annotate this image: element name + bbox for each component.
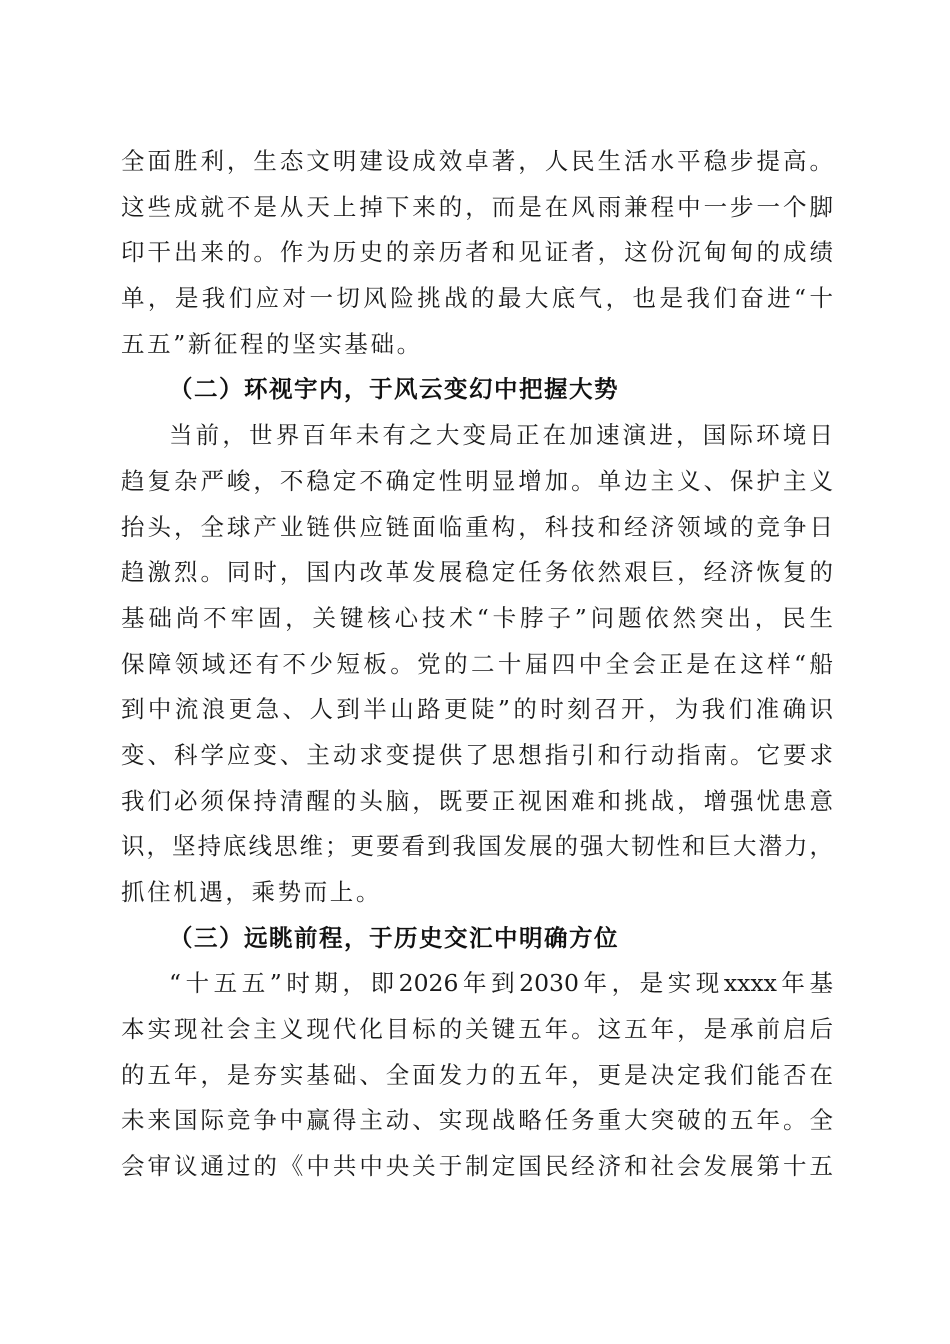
section-heading-2: （二）环视宇内，于风云变幻中把握大势 xyxy=(169,375,619,404)
text-line: 基础尚不牢固，关键核心技术“卡脖子”问题依然突出，民生 xyxy=(121,603,833,632)
text-line: 趋激烈。同时，国内改革发展稳定任务依然艰巨，经济恢复的 xyxy=(121,558,833,587)
paragraph-outlook xyxy=(121,961,833,1189)
text-line: 趋复杂严峻，不稳定不确定性明显增加。单边主义、保护主义 xyxy=(121,466,833,495)
text-line: 抬头，全球产业链供应链面临重构，科技和经济领域的竞争日 xyxy=(121,512,833,541)
text-line: 单，是我们应对一切风险挑战的最大底气，也是我们奋进“十 xyxy=(121,284,833,313)
text-line: 的五年，是夯实基础、全面发力的五年，更是决定我们能否在 xyxy=(121,1060,833,1089)
text-line: 当前，世界百年未有之大变局正在加速演进，国际环境日 xyxy=(169,421,833,450)
section-heading-3: （三）远眺前程，于历史交汇中明确方位 xyxy=(169,923,619,952)
text-line: 抓住机遇，乘势而上。 xyxy=(121,878,382,906)
text-line: “十五五”时期，即2026年到2030年，是实现xxxx年基 xyxy=(169,969,833,998)
text-line: 识，坚持底线思维；更要看到我国发展的强大韧性和巨大潜力， xyxy=(121,832,833,861)
text-line: 到中流浪更急、人到半山路更陡”的时刻召开，为我们准确识 xyxy=(121,695,833,724)
text-line: 本实现社会主义现代化目标的关键五年。这五年，是承前启后 xyxy=(121,1015,833,1044)
text-line: 我们必须保持清醒的头脑，既要正视困难和挑战，增强忧患意 xyxy=(121,786,833,815)
text-line: 会审议通过的《中共中央关于制定国民经济和社会发展第十五 xyxy=(121,1152,833,1181)
text-line: 保障领域还有不少短板。党的二十届四中全会正是在这样“船 xyxy=(121,649,833,678)
paragraph-achievements xyxy=(121,139,833,367)
text-line: 全面胜利，生态文明建设成效卓著，人民生活水平稳步提高。 xyxy=(121,147,833,175)
paragraph-situation xyxy=(121,413,833,916)
text-line: 变、科学应变、主动求变提供了思想指引和行动指南。它要求 xyxy=(121,740,833,769)
text-line: 未来国际竞争中赢得主动、实现战略任务重大突破的五年。全 xyxy=(121,1106,833,1135)
text-line: 五五”新征程的坚实基础。 xyxy=(121,329,423,358)
text-line: 这些成就不是从天上掉下来的，而是在风雨兼程中一步一个脚 xyxy=(121,192,833,221)
text-line: 印干出来的。作为历史的亲历者和见证者，这份沉甸甸的成绩 xyxy=(121,238,833,267)
document-body xyxy=(121,139,833,1190)
